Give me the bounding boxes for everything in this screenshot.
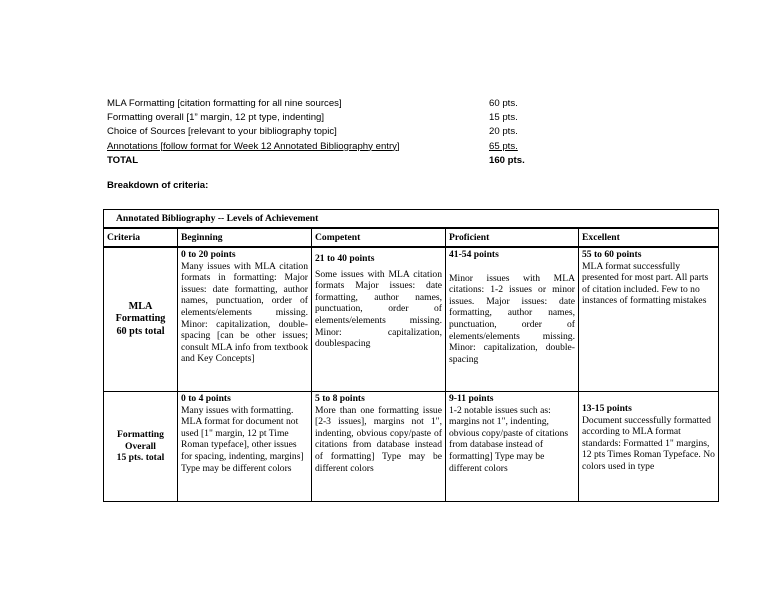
rubric-banner-row bbox=[104, 210, 719, 229]
criteria-cell bbox=[104, 247, 178, 392]
breakdown-heading: Breakdown of criteria: bbox=[107, 180, 209, 191]
criteria-line: Formatting bbox=[117, 429, 164, 441]
level-description: Some issues with MLA citation formats Major issues: date formatting, author names, punctuation, order of elements/elements missing. Minor: capitalization, doublespacing bbox=[315, 268, 442, 350]
beginning-cell bbox=[178, 392, 312, 502]
level-description: 1-2 notable issues such as: margins not 1", indenting, obvious copy/paste of citations from database instead of formatting] Type may be different colors bbox=[449, 404, 569, 474]
criteria-line: 15 pts. total bbox=[116, 452, 165, 464]
summary-label: MLA Formatting [citation formatting for all nine sources] bbox=[107, 98, 342, 109]
summary-points: 65 pts. bbox=[489, 140, 518, 152]
rubric-header-row bbox=[104, 228, 719, 247]
level-points: 0 to 20 points bbox=[181, 249, 236, 260]
rubric-banner: Annotated Bibliography -- Levels of Achievement bbox=[104, 210, 719, 229]
excellent-cell bbox=[579, 247, 719, 392]
summary-points: 60 pts. bbox=[489, 98, 518, 109]
level-description: More than one formatting issue [2-3 issues], margins not 1", indenting, obvious copy/paste of citations from database instead of formatting] Type may be different colors bbox=[315, 404, 442, 474]
excellent-cell bbox=[579, 392, 719, 502]
criteria-line: MLA bbox=[128, 300, 153, 312]
level-description: Minor issues with MLA citations: 1-2 issues or minor issues. Major issues: date formatting, author names, punctuation, order of elements/elements missing. Minor: capitalization, double-spacing bbox=[449, 272, 575, 365]
summary-points: 15 pts. bbox=[489, 112, 518, 124]
summary-row-formatting bbox=[107, 111, 547, 125]
summary-row-annotations bbox=[107, 140, 547, 154]
summary-total-label: TOTAL bbox=[107, 154, 139, 166]
level-points: 13-15 points bbox=[582, 403, 632, 414]
level-points: 21 to 40 points bbox=[315, 253, 375, 264]
criteria-line: 60 pts total bbox=[116, 325, 165, 337]
points-summary bbox=[107, 97, 547, 168]
criteria-line: Formatting bbox=[115, 313, 166, 325]
header-beginning: Beginning bbox=[178, 228, 312, 247]
summary-row-mla bbox=[107, 97, 547, 111]
level-description: Document successfully formatted according to MLA format standards: Formatted 1" margins, 12 pts Times Roman Typeface. No colors used in type bbox=[582, 414, 715, 472]
competent-cell bbox=[312, 247, 446, 392]
summary-points: 20 pts. bbox=[489, 126, 518, 138]
header-proficient: Proficient bbox=[446, 228, 579, 247]
rubric-row-formatting bbox=[104, 392, 719, 502]
header-competent: Competent bbox=[312, 228, 446, 247]
summary-total-points: 160 pts. bbox=[489, 154, 525, 166]
summary-row-total bbox=[107, 154, 547, 168]
level-points: 0 to 4 points bbox=[181, 393, 231, 404]
level-description: Many issues with MLA citation formats in formatting: Major issues: date formatting, author names, punctuation, order of elements/elements missing. Minor: capitalization, double-spacing [can be other issues; consult MLA info from textbook and Key Concepts] bbox=[181, 260, 308, 365]
summary-label: Formatting overall [1” margin, 12 pt type, indenting] bbox=[107, 112, 325, 124]
level-description: MLA format successfully presented for most part. All parts of citation included. Few to no instances of formatting mistakes bbox=[582, 260, 709, 307]
criteria-line: Overall bbox=[125, 440, 156, 452]
summary-row-sources bbox=[107, 125, 547, 139]
rubric-row-mla bbox=[104, 247, 719, 392]
rubric-table bbox=[103, 209, 719, 502]
level-description: Many issues with formatting. MLA format for document not used [1" margin, 12 pt Time Roman typeface], other issues for spacing, indenting, margins] Type may be different colors bbox=[181, 404, 304, 474]
level-points: 9-11 points bbox=[449, 393, 494, 404]
proficient-cell bbox=[446, 392, 579, 502]
level-points: 5 to 8 points bbox=[315, 393, 365, 404]
proficient-cell bbox=[446, 247, 579, 392]
competent-cell bbox=[312, 392, 446, 502]
level-points: 55 to 60 points bbox=[582, 249, 642, 260]
level-points: 41-54 points bbox=[449, 249, 499, 260]
criteria-cell bbox=[104, 392, 178, 502]
header-excellent: Excellent bbox=[579, 228, 719, 247]
beginning-cell bbox=[178, 247, 312, 392]
summary-label: Choice of Sources [relevant to your bibliography topic] bbox=[107, 126, 337, 138]
header-criteria: Criteria bbox=[104, 228, 178, 247]
summary-label: Annotations [follow format for Week 12 Annotated Bibliography entry] bbox=[107, 140, 400, 152]
